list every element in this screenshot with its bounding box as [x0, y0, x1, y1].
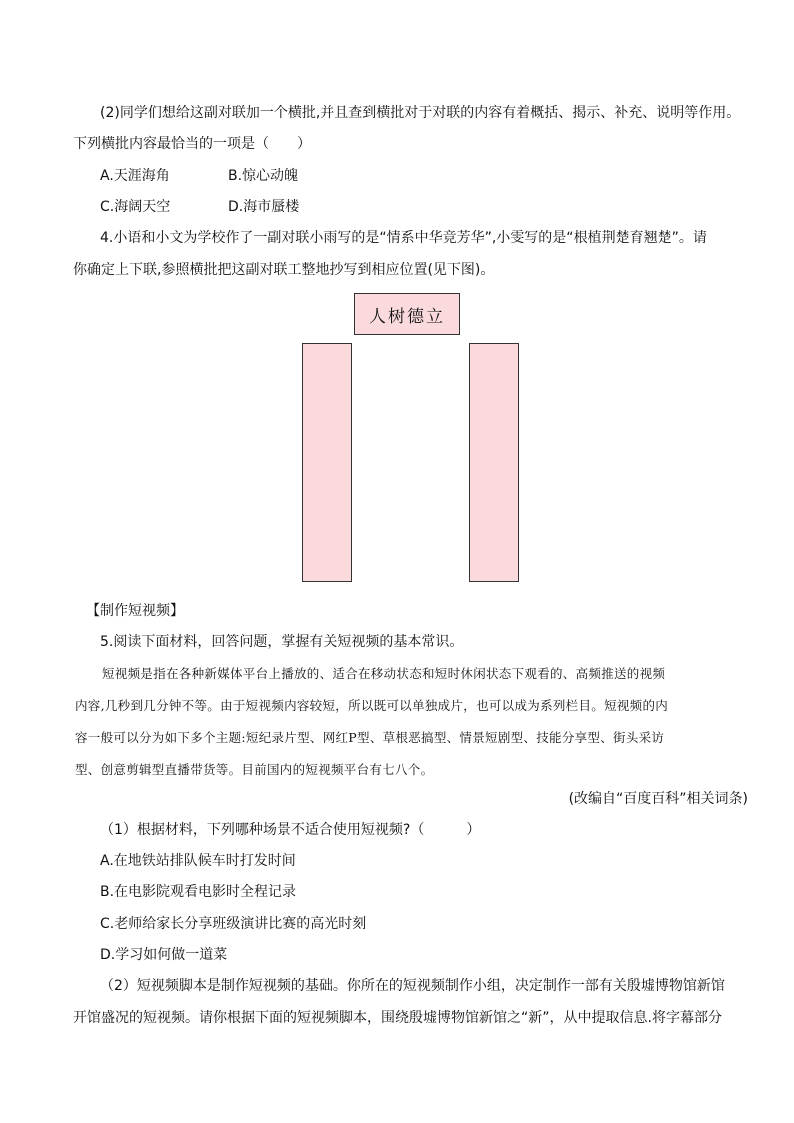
couplet-banner-text: 人树德立: [369, 306, 445, 327]
passage-line: 容一般可以分为如下多个主题:短纪录片型、网红P型、草根恶搞型、情景短剧型、技能分享型、街头采访: [75, 730, 665, 745]
q3-2-option-a: A.天涯海角: [100, 168, 170, 184]
q3-2-option-d: D.海市蜃楼: [228, 199, 300, 215]
passage-line: 型、创意剪辑型直播带货等。目前国内的短视频平台有七八个。: [75, 762, 434, 777]
q3-2-stem-line1: (2)同学们想给这副对联加一个横批,并且查到横批对于对联的内容有着概括、揭示、补充、说明等作用。: [100, 105, 741, 121]
couplet-left-scroll[interactable]: [302, 343, 352, 582]
passage-line: 短视频是指在各种新媒体平台上播放的、适合在移动状态和短时休闲状态下观看的、高频推送的视频: [102, 666, 666, 681]
passage-source: (改编自“百度百科”相关词条): [568, 791, 748, 807]
passage-line: 内容,几秒到几分钟不等。由于短视频内容较短，所以既可以单独成片，也可以成为系列栏目。短视频的内: [75, 698, 669, 713]
q5-1-option-d: D.学习如何做一道菜: [100, 947, 228, 963]
couplet-banner: [354, 293, 460, 335]
q5-1-option-b: B.在电影院观看电影时全程记录: [100, 884, 297, 900]
q3-2-option-b: B.惊心动魄: [228, 168, 299, 184]
q3-2-stem-line2: 下列横批内容最恰当的一项是（ ）: [73, 136, 311, 152]
q3-2-option-c: C.海阔天空: [100, 199, 171, 215]
section-title: 【制作短视频】: [86, 603, 184, 619]
q4-stem-line2: 你确定上下联,参照横批把这副对联工整地抄写到相应位置(见下图)。: [73, 262, 495, 278]
q5-2-stem-line2: 开馆盛况的短视频。请你根据下面的短视频脚本，围绕殷墟博物馆新馆之“新”，从中提取信息.将字幕部分: [73, 1010, 722, 1026]
q5-2-stem-line1: （2）短视频脚本是制作短视频的基础。你所在的短视频制作小组，决定制作一部有关殷墟博物馆新馆: [100, 978, 725, 994]
q5-stem: 5.阅读下面材料，回答问题，掌握有关短视频的基本常识。: [100, 634, 464, 650]
q5-1-option-c: C.老师给家长分享班级演讲比赛的高光时刻: [100, 916, 367, 932]
couplet-right-scroll[interactable]: [469, 343, 519, 582]
q4-stem-line1: 4.小语和小文为学校作了一副对联小雨写的是“情系中华竞芳华”,小雯写的是“根植荆楚育翘楚”。请: [100, 230, 707, 246]
q5-1-option-a: A.在地铁站排队候车时打发时间: [100, 853, 296, 869]
q5-1-stem: （1）根据材料，下列哪种场景不适合使用短视频?（ ）: [100, 822, 481, 838]
